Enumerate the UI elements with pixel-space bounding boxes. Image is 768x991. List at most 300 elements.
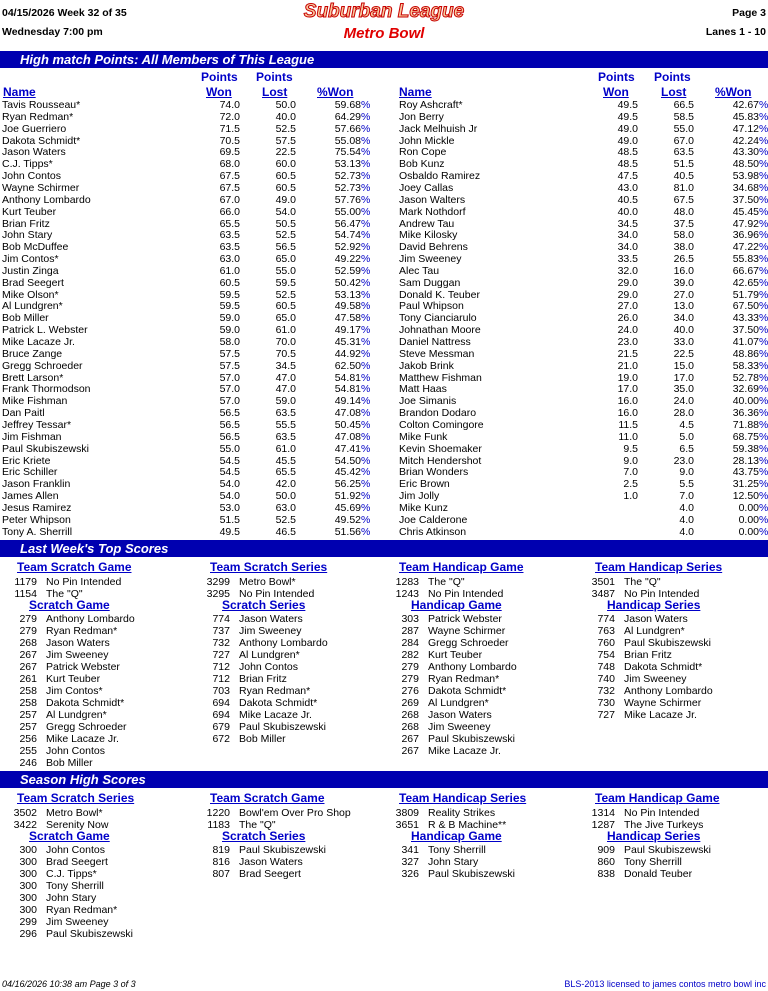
player-name: Kurt Teuber bbox=[2, 205, 57, 218]
player-name: Al Lundgren* bbox=[2, 300, 63, 313]
table-row bbox=[0, 431, 768, 443]
team-category-title: Team Handicap Series bbox=[399, 791, 527, 805]
bowler-name: C.J. Tipps* bbox=[46, 868, 97, 880]
pct-sign-icon: % bbox=[361, 229, 371, 242]
points-lost: 22.5 bbox=[275, 146, 296, 159]
points-lost: 42.0 bbox=[275, 478, 296, 491]
pct-sign-icon: % bbox=[361, 383, 371, 396]
bowler-name: John Contos bbox=[239, 661, 298, 673]
points-won: 24.0 bbox=[617, 324, 638, 337]
player-name: Bob Kunz bbox=[399, 158, 445, 171]
pct-sign-icon: % bbox=[759, 347, 768, 360]
points-lost: 61.0 bbox=[275, 324, 296, 337]
pct-sign-icon: % bbox=[759, 490, 768, 503]
bowler-name: Paul Skubiszewski bbox=[624, 637, 711, 649]
score: 727 bbox=[597, 709, 615, 721]
pct-sign-icon: % bbox=[759, 513, 768, 526]
pct-won: 52.78 bbox=[732, 371, 759, 384]
points-lost: 5.0 bbox=[679, 430, 694, 443]
score: 727 bbox=[212, 649, 230, 661]
bowler-name: Paul Skubiszewski bbox=[428, 868, 515, 880]
player-name: Paul Skubiszewski bbox=[2, 442, 89, 455]
team-name: The "Q" bbox=[624, 576, 661, 588]
player-name: Colton Comingore bbox=[399, 418, 484, 431]
points-won: 19.0 bbox=[617, 371, 638, 384]
points-lost: 47.0 bbox=[275, 371, 296, 384]
bowler-name: Tony Sherrill bbox=[428, 844, 486, 856]
score: 257 bbox=[19, 709, 37, 721]
player-name: Peter Whipson bbox=[2, 513, 71, 526]
individual-category-title: Handicap Series bbox=[607, 598, 701, 612]
score: 326 bbox=[401, 868, 419, 880]
season-high-bar bbox=[0, 771, 768, 788]
bowler-name: Anthony Lombardo bbox=[624, 685, 713, 697]
high-match-table bbox=[0, 99, 768, 539]
bowler-name: Jason Waters bbox=[428, 709, 492, 721]
points-won: 56.5 bbox=[219, 430, 240, 443]
pct-sign-icon: % bbox=[361, 146, 371, 159]
table-row bbox=[0, 241, 768, 253]
pct-sign-icon: % bbox=[759, 300, 768, 313]
score: 287 bbox=[401, 625, 419, 637]
pct-sign-icon: % bbox=[759, 99, 768, 111]
table-row bbox=[0, 158, 768, 170]
table-row bbox=[0, 289, 768, 301]
pct-sign-icon: % bbox=[361, 324, 371, 337]
list-item bbox=[0, 757, 768, 769]
table-row bbox=[0, 265, 768, 277]
day-time: Wednesday 7:00 pm bbox=[2, 26, 103, 38]
hm-right-pct-header: %Won bbox=[715, 85, 752, 99]
score: 860 bbox=[597, 856, 615, 868]
bowler-name: Jason Waters bbox=[239, 613, 303, 625]
pct-sign-icon: % bbox=[759, 110, 768, 123]
individual-category-title: Scratch Series bbox=[222, 598, 306, 612]
points-lost: 59.5 bbox=[275, 276, 296, 289]
points-won: 21.0 bbox=[617, 359, 638, 372]
pct-sign-icon: % bbox=[759, 193, 768, 206]
score: 268 bbox=[401, 721, 419, 733]
pct-sign-icon: % bbox=[361, 407, 371, 420]
points-won: 7.0 bbox=[623, 466, 638, 479]
points-lost: 27.0 bbox=[673, 288, 694, 301]
pct-won: 66.67 bbox=[732, 264, 759, 277]
points-won: 2.5 bbox=[623, 478, 638, 491]
score: 296 bbox=[19, 928, 37, 940]
player-name: C.J. Tipps* bbox=[2, 158, 53, 171]
pct-won: 0.00 bbox=[738, 501, 759, 514]
bowler-name: Donald Teuber bbox=[624, 868, 693, 880]
table-row bbox=[0, 466, 768, 478]
pct-won: 67.50 bbox=[732, 300, 759, 313]
player-name: Brandon Dodaro bbox=[399, 407, 477, 420]
points-won: 29.0 bbox=[617, 276, 638, 289]
points-lost: 22.5 bbox=[673, 347, 694, 360]
player-name: John Contos bbox=[2, 170, 61, 183]
points-lost: 65.0 bbox=[275, 312, 296, 325]
bowler-name: Brian Fritz bbox=[239, 673, 287, 685]
player-name: Chris Atkinson bbox=[399, 525, 467, 538]
table-row bbox=[0, 407, 768, 419]
points-lost: 52.5 bbox=[275, 122, 296, 135]
pct-won: 42.65 bbox=[732, 276, 759, 289]
player-name: Justin Zinga bbox=[2, 264, 59, 277]
points-lost: 50.5 bbox=[275, 217, 296, 230]
pct-sign-icon: % bbox=[361, 442, 371, 455]
score: 299 bbox=[19, 916, 37, 928]
points-won: 49.0 bbox=[617, 134, 638, 147]
pct-won: 47.41 bbox=[334, 442, 361, 455]
pct-won: 49.58 bbox=[334, 300, 361, 313]
table-row bbox=[0, 206, 768, 218]
score: 3501 bbox=[591, 576, 615, 588]
score: 1220 bbox=[206, 807, 230, 819]
pct-sign-icon: % bbox=[361, 347, 371, 360]
score: 327 bbox=[401, 856, 419, 868]
points-won: 49.5 bbox=[219, 525, 240, 538]
player-name: Jesus Ramirez bbox=[2, 501, 72, 514]
bowler-name: Brad Seegert bbox=[46, 856, 108, 868]
score: 1154 bbox=[14, 588, 37, 600]
score: 3295 bbox=[206, 588, 230, 600]
team-name: No Pin Intended bbox=[239, 588, 315, 600]
player-name: Jim Jolly bbox=[399, 490, 440, 503]
points-won: 69.5 bbox=[219, 146, 240, 159]
team-category-title: Team Scratch Game bbox=[17, 560, 132, 574]
player-name: Johnathan Moore bbox=[399, 324, 481, 337]
pct-won: 47.58 bbox=[334, 312, 361, 325]
pct-won: 49.17 bbox=[334, 324, 361, 337]
score: 3299 bbox=[206, 576, 230, 588]
individual-category-title: Handicap Game bbox=[411, 598, 502, 612]
bowler-name: Paul Skubiszewski bbox=[239, 844, 326, 856]
points-lost: 17.0 bbox=[673, 371, 694, 384]
table-row bbox=[0, 443, 768, 455]
points-lost: 4.0 bbox=[679, 501, 694, 514]
bowler-name: Gregg Schroeder bbox=[428, 637, 509, 649]
table-row bbox=[0, 123, 768, 135]
points-lost: 63.0 bbox=[275, 501, 296, 514]
score: 1283 bbox=[395, 576, 419, 588]
player-name: Joe Simanis bbox=[399, 395, 457, 408]
team-category-title: Team Scratch Series bbox=[210, 560, 328, 574]
bowler-name: Ryan Redman* bbox=[239, 685, 311, 697]
points-lost: 4.0 bbox=[679, 513, 694, 526]
points-won: 34.5 bbox=[617, 217, 638, 230]
points-won: 72.0 bbox=[219, 110, 240, 123]
points-won: 49.5 bbox=[617, 110, 638, 123]
bowler-name: Bob Miller bbox=[239, 733, 286, 745]
points-won: 59.0 bbox=[219, 312, 240, 325]
points-won: 53.0 bbox=[219, 501, 240, 514]
player-name: Mike Kunz bbox=[399, 501, 449, 514]
bowler-name: Wayne Schirmer bbox=[624, 697, 702, 709]
bowling-center-name: Metro Bowl bbox=[343, 25, 425, 42]
hm-left-lost-header: Lost bbox=[262, 85, 288, 99]
points-won: 60.5 bbox=[219, 276, 240, 289]
pct-won: 40.00 bbox=[732, 395, 759, 408]
points-won: 58.0 bbox=[219, 336, 240, 348]
score: 732 bbox=[597, 685, 615, 697]
team-name: No Pin Intended bbox=[624, 588, 700, 600]
points-won: 71.5 bbox=[219, 122, 240, 135]
bowler-name: Paul Skubiszewski bbox=[624, 844, 711, 856]
points-won: 54.0 bbox=[219, 478, 240, 491]
score: 267 bbox=[19, 661, 37, 673]
player-name: Mitch Hendershot bbox=[399, 454, 482, 467]
player-name: Matt Haas bbox=[399, 383, 447, 396]
player-name: Tavis Rousseau* bbox=[2, 99, 81, 111]
points-won: 59.0 bbox=[219, 324, 240, 337]
pct-won: 55.00 bbox=[334, 205, 361, 218]
score: 267 bbox=[19, 649, 37, 661]
pct-sign-icon: % bbox=[361, 466, 371, 479]
table-row bbox=[0, 360, 768, 372]
pct-won: 32.69 bbox=[732, 383, 759, 396]
pct-won: 43.33 bbox=[732, 312, 759, 325]
points-lost: 23.0 bbox=[673, 454, 694, 467]
points-won: 57.0 bbox=[219, 371, 240, 384]
player-name: Joe Guerriero bbox=[2, 122, 67, 135]
points-lost: 54.0 bbox=[275, 205, 296, 218]
points-won: 57.5 bbox=[219, 359, 240, 372]
table-row bbox=[0, 277, 768, 289]
bowler-name: Dakota Schmidt* bbox=[624, 661, 703, 673]
pct-sign-icon: % bbox=[759, 182, 768, 194]
score: 740 bbox=[597, 673, 615, 685]
player-name: Alec Tau bbox=[399, 264, 440, 277]
team-category-title: Team Handicap Series bbox=[595, 560, 723, 574]
list-item bbox=[0, 576, 768, 588]
pct-won: 59.68 bbox=[334, 99, 361, 111]
points-lost: 52.5 bbox=[275, 288, 296, 301]
table-row bbox=[0, 312, 768, 324]
high-match-title: High match Points: All Members of This League bbox=[20, 52, 315, 67]
pct-sign-icon: % bbox=[361, 371, 371, 384]
points-lost: 9.0 bbox=[679, 466, 694, 479]
table-row bbox=[0, 324, 768, 336]
team-name: Reality Strikes bbox=[428, 807, 496, 819]
points-won: 57.0 bbox=[219, 395, 240, 408]
pct-won: 49.52 bbox=[334, 513, 361, 526]
table-row bbox=[0, 253, 768, 265]
player-name: Bruce Zange bbox=[2, 347, 63, 360]
score: 3502 bbox=[13, 807, 37, 819]
points-lost: 40.0 bbox=[275, 110, 296, 123]
score: 341 bbox=[401, 844, 419, 856]
bowler-name: Jim Contos* bbox=[46, 685, 103, 697]
points-lost: 34.5 bbox=[275, 359, 296, 372]
points-lost: 49.0 bbox=[275, 193, 296, 206]
points-won: 40.0 bbox=[617, 205, 638, 218]
pct-sign-icon: % bbox=[759, 276, 768, 289]
bowler-name: Brian Fritz bbox=[624, 649, 672, 661]
pct-won: 68.75 bbox=[732, 430, 759, 443]
bowler-name: Tony Sherrill bbox=[46, 880, 104, 892]
list-item bbox=[0, 856, 768, 868]
bowler-name: Anthony Lombardo bbox=[239, 637, 328, 649]
pct-won: 52.73 bbox=[334, 182, 361, 194]
bowler-name: Jim Sweeney bbox=[239, 625, 302, 637]
player-name: Brett Larson* bbox=[2, 371, 64, 384]
table-row bbox=[0, 99, 768, 111]
pct-won: 50.42 bbox=[334, 276, 361, 289]
table-row bbox=[0, 194, 768, 206]
list-item bbox=[0, 685, 768, 697]
pct-won: 57.76 bbox=[334, 193, 361, 206]
score: 276 bbox=[401, 685, 419, 697]
points-lost: 37.5 bbox=[673, 217, 694, 230]
pct-sign-icon: % bbox=[361, 395, 371, 408]
table-row bbox=[0, 218, 768, 230]
table-row bbox=[0, 526, 768, 538]
score: 300 bbox=[19, 856, 37, 868]
pct-sign-icon: % bbox=[759, 312, 768, 325]
pct-sign-icon: % bbox=[759, 478, 768, 491]
score: 269 bbox=[401, 697, 419, 709]
player-name: Jim Sweeney bbox=[399, 253, 462, 265]
points-lost: 5.5 bbox=[679, 478, 694, 491]
team-name: No Pin Intended bbox=[428, 588, 504, 600]
pct-sign-icon: % bbox=[361, 193, 371, 206]
points-lost: 55.0 bbox=[275, 264, 296, 277]
points-lost: 63.5 bbox=[275, 430, 296, 443]
score: 246 bbox=[19, 757, 37, 769]
bowler-name: Jim Sweeney bbox=[46, 649, 109, 661]
table-row bbox=[0, 478, 768, 490]
score: 256 bbox=[19, 733, 37, 745]
list-item bbox=[0, 916, 768, 928]
pct-sign-icon: % bbox=[361, 501, 371, 514]
hm-left-points-header: Points bbox=[201, 70, 238, 84]
pct-won: 52.92 bbox=[334, 241, 361, 254]
pct-won: 52.59 bbox=[334, 264, 361, 277]
pct-won: 47.92 bbox=[732, 217, 759, 230]
player-name: Dan Paitl bbox=[2, 407, 45, 420]
score: 300 bbox=[19, 892, 37, 904]
points-won: 55.0 bbox=[219, 442, 240, 455]
points-lost: 26.5 bbox=[673, 253, 694, 265]
team-category-title: Team Scratch Game bbox=[210, 791, 325, 805]
points-lost: 34.0 bbox=[673, 312, 694, 325]
player-name: Ron Cope bbox=[399, 146, 447, 159]
points-lost: 51.5 bbox=[673, 158, 694, 171]
pct-sign-icon: % bbox=[759, 205, 768, 218]
points-won: 61.0 bbox=[219, 264, 240, 277]
pct-sign-icon: % bbox=[361, 513, 371, 526]
points-lost: 28.0 bbox=[673, 407, 694, 420]
pct-sign-icon: % bbox=[361, 99, 371, 111]
points-lost: 70.5 bbox=[275, 347, 296, 360]
pct-sign-icon: % bbox=[759, 122, 768, 135]
pct-won: 45.69 bbox=[334, 501, 361, 514]
points-lost: 58.0 bbox=[673, 229, 694, 242]
pct-won: 57.66 bbox=[334, 122, 361, 135]
pct-won: 42.24 bbox=[732, 134, 759, 147]
points-won: 34.0 bbox=[617, 229, 638, 242]
points-lost: 47.0 bbox=[275, 383, 296, 396]
individual-category-title: Scratch Game bbox=[29, 829, 110, 843]
list-item bbox=[0, 649, 768, 661]
pct-sign-icon: % bbox=[361, 418, 371, 431]
score: 748 bbox=[597, 661, 615, 673]
pct-won: 0.00 bbox=[738, 525, 759, 538]
pct-sign-icon: % bbox=[759, 525, 768, 538]
player-name: Mike Funk bbox=[399, 430, 448, 443]
bowler-name: Patrick Webster bbox=[46, 661, 120, 673]
team-name: Metro Bowl* bbox=[46, 807, 103, 819]
bowler-name: Mike Lacaze Jr. bbox=[624, 709, 697, 721]
pct-won: 58.33 bbox=[732, 359, 759, 372]
score: 268 bbox=[19, 637, 37, 649]
pct-sign-icon: % bbox=[759, 454, 768, 467]
points-won: 56.5 bbox=[219, 407, 240, 420]
bowler-name: Kurt Teuber bbox=[428, 649, 483, 661]
pct-won: 62.50 bbox=[334, 359, 361, 372]
pct-won: 54.74 bbox=[334, 229, 361, 242]
points-won: 65.5 bbox=[219, 217, 240, 230]
pct-sign-icon: % bbox=[361, 253, 371, 265]
pct-won: 45.45 bbox=[732, 205, 759, 218]
pct-sign-icon: % bbox=[759, 383, 768, 396]
pct-won: 36.96 bbox=[732, 229, 759, 242]
points-won: 54.5 bbox=[219, 454, 240, 467]
table-row bbox=[0, 419, 768, 431]
score: 732 bbox=[212, 637, 230, 649]
player-name: Dakota Schmidt* bbox=[2, 134, 81, 147]
points-lost: 56.5 bbox=[275, 241, 296, 254]
pct-sign-icon: % bbox=[759, 158, 768, 171]
last-week-bar bbox=[0, 540, 768, 557]
bowler-name: Jim Sweeney bbox=[428, 721, 491, 733]
score: 258 bbox=[19, 685, 37, 697]
player-name: Brad Seegert bbox=[2, 276, 64, 289]
pct-sign-icon: % bbox=[759, 407, 768, 420]
page-number: Page 3 bbox=[732, 7, 766, 19]
team-name: R & B Machine** bbox=[428, 819, 507, 831]
pct-won: 50.45 bbox=[334, 418, 361, 431]
player-name: Jack Melhuish Jr bbox=[399, 122, 478, 135]
points-lost: 58.5 bbox=[673, 110, 694, 123]
individual-category-title: Handicap Series bbox=[607, 829, 701, 843]
pct-won: 44.92 bbox=[334, 347, 361, 360]
score: 258 bbox=[19, 697, 37, 709]
pct-sign-icon: % bbox=[361, 122, 371, 135]
list-item bbox=[0, 868, 768, 880]
individual-category-title: Handicap Game bbox=[411, 829, 502, 843]
points-won: 67.5 bbox=[219, 170, 240, 183]
score: 300 bbox=[19, 868, 37, 880]
points-lost: 6.5 bbox=[679, 442, 694, 455]
league-name: Suburban League bbox=[303, 1, 465, 22]
bowler-name: Al Lundgren* bbox=[428, 697, 489, 709]
pct-sign-icon: % bbox=[361, 300, 371, 313]
pct-sign-icon: % bbox=[361, 158, 371, 171]
pct-sign-icon: % bbox=[759, 371, 768, 384]
pct-won: 12.50 bbox=[732, 490, 759, 503]
points-won: 74.0 bbox=[219, 99, 240, 111]
points-won: 54.5 bbox=[219, 466, 240, 479]
list-item bbox=[0, 844, 768, 856]
individual-category-title: Scratch Game bbox=[29, 598, 110, 612]
team-name: The "Q" bbox=[46, 588, 83, 600]
pct-won: 42.67 bbox=[732, 99, 759, 111]
points-lost: 60.5 bbox=[275, 182, 296, 194]
pct-sign-icon: % bbox=[759, 241, 768, 254]
pct-sign-icon: % bbox=[361, 288, 371, 301]
player-name: Paul Whipson bbox=[399, 300, 464, 313]
pct-won: 53.13 bbox=[334, 158, 361, 171]
